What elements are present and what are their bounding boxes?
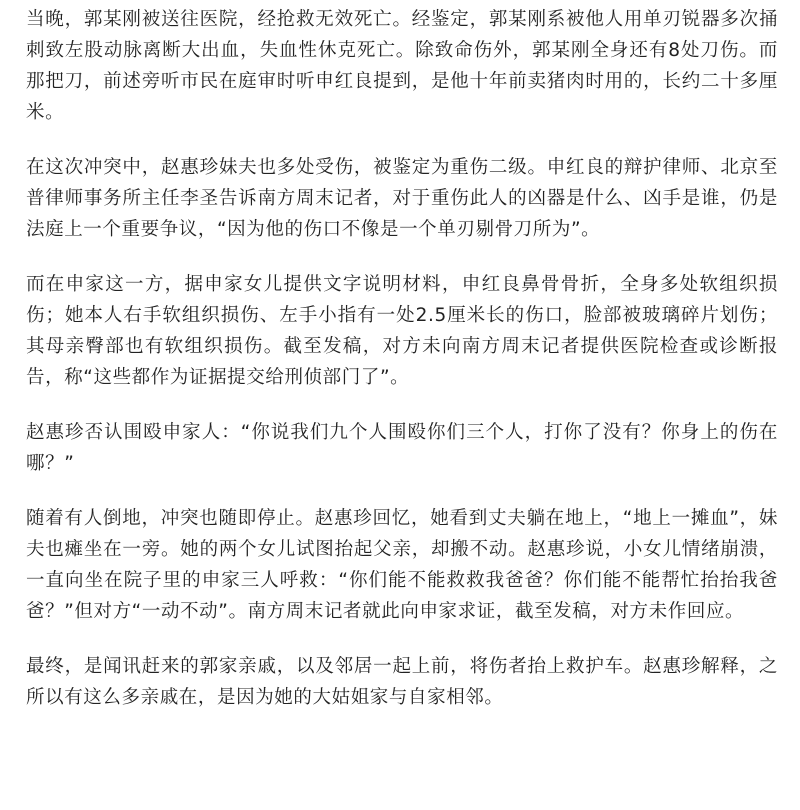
article-body — [26, 4, 778, 713]
paragraph-4: 赵惠珍否认围殴申家人：“你说我们九个人围殴你们三个人，打你了没有？你身上的伤在哪？” — [26, 422, 778, 474]
paragraph-2: 在这次冲突中，赵惠珍妹夫也多处受伤，被鉴定为重伤二级。申红良的辩护律师、北京至普律师事务所主任李圣告诉南方周末记者，对于重伤此人的凶器是什么、凶手是谁，仍是法庭上一个重要争议，“因为他的伤口不像是一个单刃剔骨刀所为”。 — [26, 157, 778, 240]
paragraph-1: 当晚，郭某刚被送往医院，经抢救无效死亡。经鉴定，郭某刚系被他人用单刃锐器多次捅刺致左股动脉离断大出血，失血性休克死亡。除致命伤外，郭某刚全身还有8处刀伤。而那把刀，前述旁听市民在庭审时听申红良提到，是他十年前卖猪肉时用的，长约二十多厘米。 — [26, 9, 778, 123]
paragraph-3: 而在申家这一方，据申家女儿提供文字说明材料，申红良鼻骨骨折，全身多处软组织损伤；她本人右手软组织损伤、左手小指有一处2.5厘米长的伤口，脸部被玻璃碎片划伤；其母亲臀部也有软组织损伤。截至发稿，对方未向南方周末记者提供医院检查或诊断报告，称“这些都作为证据提交给刑侦部门了”。 — [26, 274, 778, 388]
paragraph-6: 最终，是闻讯赶来的郭家亲戚，以及邻居一起上前，将伤者抬上救护车。赵惠珍解释，之所以有这么多亲戚在，是因为她的大姑姐家与自家相邻。 — [26, 656, 778, 708]
paragraph-5: 随着有人倒地，冲突也随即停止。赵惠珍回忆，她看到丈夫躺在地上，“地上一摊血”，妹夫也瘫坐在一旁。她的两个女儿试图抬起父亲，却搬不动。赵惠珍说，小女儿情绪崩溃，一直向坐在院子里的申家三人呼救：“你们能不能救救我爸爸？你们能不能帮忙抬抬我爸爸？”但对方“一动不动”。南方周末记者就此向申家求证，截至发稿，对方未作回应。 — [26, 508, 778, 622]
